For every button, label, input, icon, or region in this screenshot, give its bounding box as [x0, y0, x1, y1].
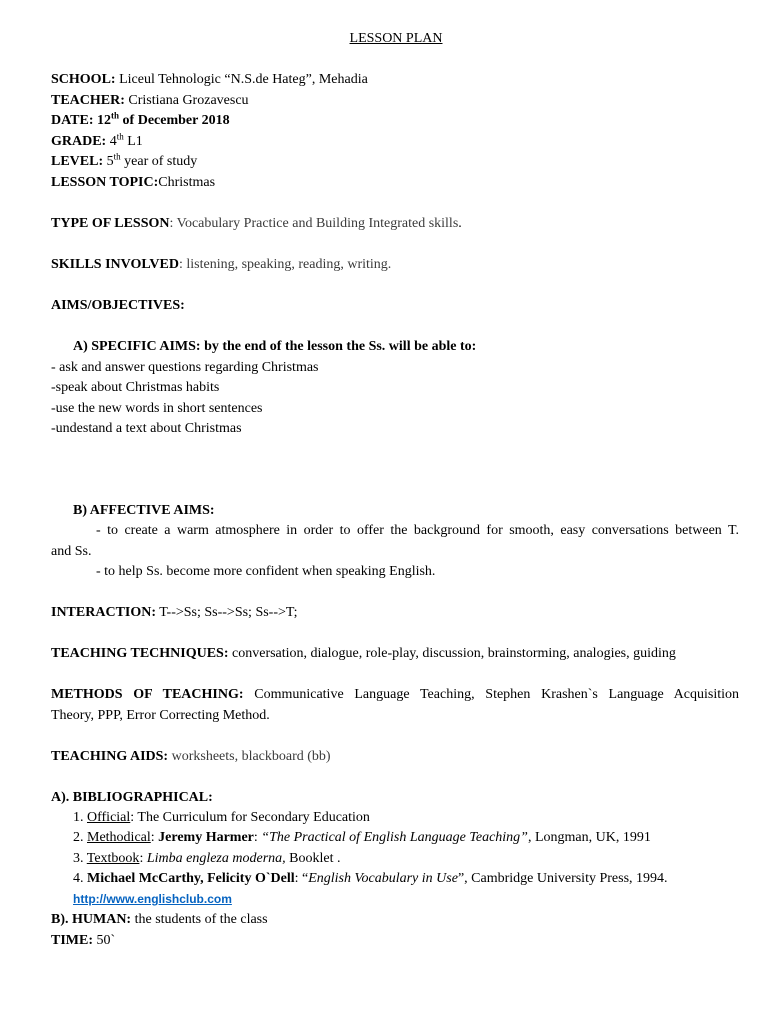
- specific-aim-item: - ask and answer questions regarding Christmas: [51, 360, 319, 375]
- bibliography-rest: Booklet .: [285, 851, 341, 866]
- bibliography-type: Textbook: [86, 851, 140, 866]
- date-day-suffix: th: [111, 110, 120, 121]
- affective-aim-item-line2: and Ss.: [51, 544, 92, 559]
- bibliography-sep: :: [139, 851, 147, 866]
- bibliography-item: [73, 829, 651, 846]
- bibliography-sep: :: [150, 830, 159, 845]
- topic-value: Christmas: [158, 175, 216, 190]
- type-of-lesson-value: : Vocabulary Practice and Building Integrated skills: [169, 216, 459, 231]
- type-of-lesson-label: TYPE OF LESSON: [51, 216, 170, 231]
- aids-label: TEACHING AIDS:: [51, 749, 169, 764]
- methods-line1: [51, 686, 739, 703]
- aids-value: worksheets, blackboard (bb): [168, 749, 331, 764]
- affective-aims-heading: B) AFFECTIVE AIMS:: [73, 503, 215, 518]
- bibliography-number: 4.: [73, 871, 87, 886]
- bibliography-type: Methodical: [87, 830, 151, 845]
- bibliography-work: English Vocabulary in Use: [308, 871, 458, 886]
- date-day: 12: [93, 113, 112, 128]
- techniques-line: [51, 645, 676, 662]
- bibliography-author: Jeremy Harmer: [158, 830, 254, 845]
- affective-aim-item-line1: - to create a warm atmosphere in order to offer the background for smooth, easy conversations between T.: [96, 523, 739, 538]
- school-line: [51, 71, 368, 88]
- englishclub-link-row: [73, 891, 232, 908]
- school-value: Liceul Tehnologic “N.S.de Hateg”, Mehadia: [115, 72, 368, 87]
- bibliography-author: Michael McCarthy, Felicity O`Dell: [87, 871, 295, 886]
- human-label: B). HUMAN:: [51, 912, 132, 927]
- bibliography-item: [73, 870, 668, 887]
- techniques-label: TEACHING TECHNIQUES:: [51, 646, 229, 661]
- skills-value: : listening, speaking, reading, writing.: [178, 257, 392, 272]
- date-line: [51, 112, 230, 129]
- interaction-value: T-->Ss; Ss-->Ss; Ss-->T;: [156, 605, 298, 620]
- topic-line: [51, 174, 215, 191]
- bibliography-type: Official: [87, 810, 131, 825]
- skills-line: [51, 256, 391, 273]
- bibliography-item: [73, 809, 370, 826]
- bibliography-work: “The Practical of English Language Teaching”: [261, 830, 528, 845]
- specific-aims-heading: A) SPECIFIC AIMS: by the end of the lesson the Ss. will be able to:: [73, 339, 477, 354]
- methods-label: METHODS OF TEACHING:: [51, 687, 244, 702]
- level-line: [51, 153, 197, 170]
- human-value: the students of the class: [131, 912, 268, 927]
- aims-heading: AIMS/OBJECTIVES:: [51, 298, 185, 313]
- techniques-value: conversation, dialogue, role-play, discussion, brainstorming, analogies, guiding: [228, 646, 676, 661]
- level-rest: year of study: [120, 154, 198, 169]
- type-of-lesson-line: [51, 215, 462, 232]
- methods-value-line1: Communicative Language Teaching, Stephen Krashen`s Language Acquisition: [243, 687, 739, 702]
- document-title: LESSON PLAN: [349, 31, 443, 46]
- bibliography-rest: ”, Cambridge University Press, 1994.: [457, 871, 668, 886]
- grade-rest: L1: [123, 134, 143, 149]
- grade-line: [51, 133, 143, 150]
- bibliography-number: 1.: [73, 810, 87, 825]
- specific-aim-item: -undestand a text about Christmas: [51, 421, 242, 436]
- englishclub-link[interactable]: http://www.englishclub.com: [73, 892, 232, 906]
- bibliography-work: Limba engleza moderna,: [146, 851, 286, 866]
- level-num: 5: [103, 154, 114, 169]
- bibliography-sep: : “: [294, 871, 309, 886]
- level-label: LEVEL:: [51, 154, 104, 169]
- methods-value-line2: Theory, PPP, Error Correcting Method.: [51, 708, 270, 723]
- level-suffix: th: [113, 151, 121, 162]
- topic-label: LESSON TOPIC:: [51, 175, 159, 190]
- bibliography-sep: :: [253, 830, 262, 845]
- date-label: DATE:: [51, 113, 94, 128]
- aids-line: [51, 748, 331, 765]
- interaction-label: INTERACTION:: [51, 605, 157, 620]
- grade-suffix: th: [116, 131, 124, 142]
- grade-num: 4: [106, 134, 117, 149]
- bibliography-number: 3.: [73, 851, 87, 866]
- bibliography-rest: , Longman, UK, 1991: [527, 830, 651, 845]
- date-rest: of December 2018: [119, 113, 230, 128]
- teacher-line: [51, 92, 249, 109]
- human-line: [51, 911, 268, 928]
- grade-label: GRADE:: [51, 134, 107, 149]
- affective-aim-item: - to help Ss. become more confident when speaking English.: [96, 564, 436, 579]
- specific-aim-item: -use the new words in short sentences: [51, 401, 263, 416]
- specific-aim-item: -speak about Christmas habits: [51, 380, 220, 395]
- school-label: SCHOOL:: [51, 72, 116, 87]
- bibliography-number: 2.: [73, 830, 87, 845]
- type-of-lesson-end: .: [458, 216, 462, 231]
- time-value: 50`: [93, 933, 116, 948]
- bibliography-text: : The Curriculum for Secondary Education: [130, 810, 370, 825]
- teacher-value: Cristiana Grozavescu: [124, 93, 249, 108]
- bibliography-item: [73, 850, 341, 867]
- teacher-label: TEACHER:: [51, 93, 125, 108]
- time-label: TIME:: [51, 933, 93, 948]
- skills-label: SKILLS INVOLVED: [51, 257, 179, 272]
- bibliographical-heading: A). BIBLIOGRAPHICAL:: [51, 790, 213, 805]
- time-line: [51, 932, 115, 949]
- interaction-line: [51, 604, 298, 621]
